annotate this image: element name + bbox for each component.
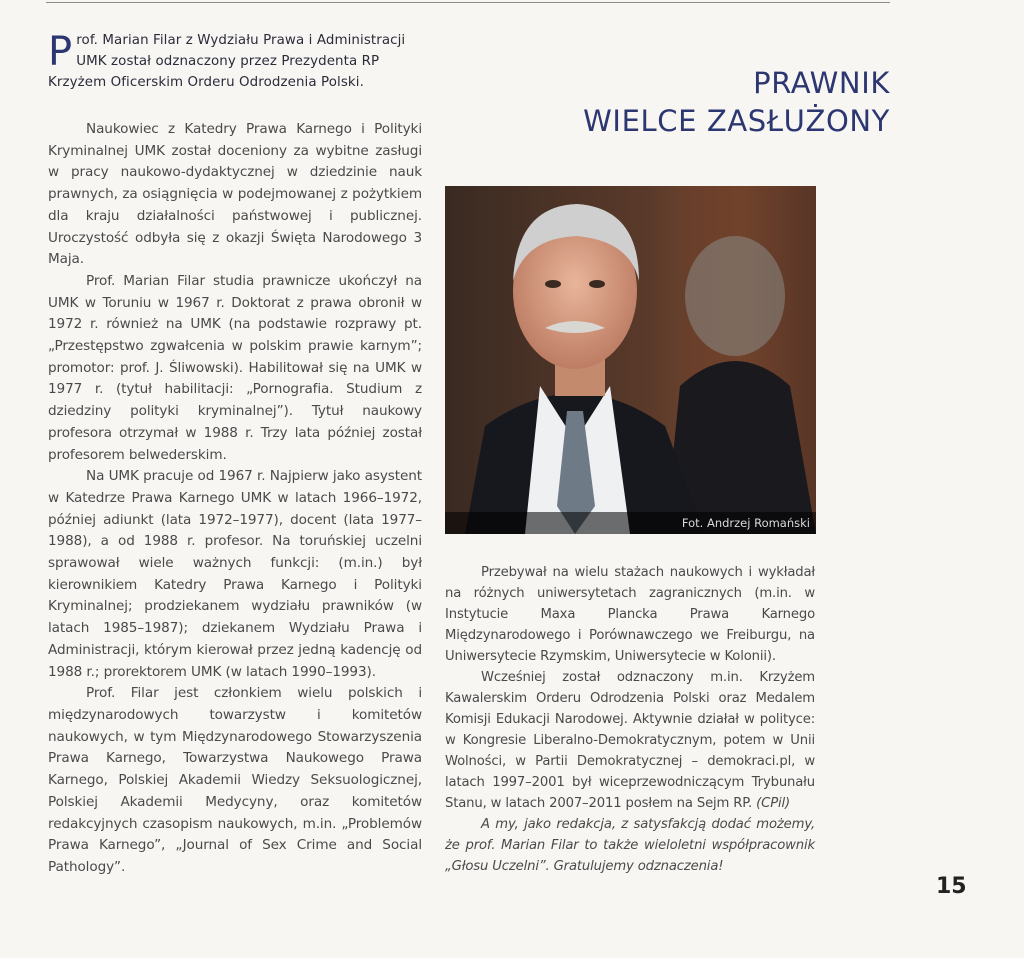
paragraph: Na UMK pracuje od 1967 r. Najpierw jako asystent w Katedrze Prawa Karnego UMK w latach 1966–1972, później adiunkt (lata 1972–1977), docent (lata 1977–1988), a od 1988 r. profesor. Na toruńskiej uczelni sprawował wiele ważnych funkcji: (m.in.) był kierownikiem Katedry Prawa Karnego i Polityki Kryminalnej; prodziekanem wydziału prawników (w latach 1985–1987); dziekanem Wydziału Prawa i Administracji, którym kierował przez jedną kadencję od 1988 r.; prorektorem UMK (w latach 1990–1993). (48, 468, 422, 680)
author-signature: (CPil) (756, 796, 791, 811)
lead-text: rof. Marian Filar z Wydziału Prawa i Administracji UMK został odznaczony przez Prezydenta RP Krzyżem Oficerskim Orderu Odrodzenia Polski. (48, 33, 406, 90)
photo-caption: Fot. Andrzej Romański (445, 512, 816, 534)
title-line: PRAWNIK (753, 66, 890, 100)
paragraph: Prof. Marian Filar studia prawnicze ukończył na UMK w Toruniu w 1967 r. Doktorat z prawa obronił w 1972 r. również na UMK (na podstawie rozprawy pt. „Przestępstwo zgwałcenia w polskim prawie karnym”; promotor: prof. J. Śliwowski). Habilitował się na UMK w 1977 r. (tytuł habilitacji: „Pornografia. Studium z dziedziny polityki kryminalnej”). Tytuł naukowy profesora otrzymał w 1988 r. Trzy lata później został profesorem belwederskim. (48, 272, 422, 463)
portrait-photo (445, 186, 816, 534)
top-rule (46, 2, 890, 3)
article-body-left (48, 119, 422, 879)
paragraph-text: Wcześniej został odznaczony m.in. Krzyżem Kawalerskim Orderu Odrodzenia Polski oraz Medalem Komisji Edukacji Narodowej. Aktywnie działał w polityce: w Kongresie Liberalno-Demokratycznym, potem w Unii Wolności, w Partii Demokratycznej – demokraci.pl, w latach 1997–2001 był wiceprzewodniczącym Trybunału Stanu, w latach 2007–2011 posłem na Sejm RP. (445, 670, 815, 811)
closing-note: A my, jako redakcja, z satysfakcją dodać możemy, że prof. Marian Filar to także wieloletni współpracownik „Głosu Uczelni”. Gratulujemy odznaczenia! (445, 817, 815, 874)
paragraph: Przebywał na wielu stażach naukowych i wykładał na różnych uniwersytetach zagranicznych (m.in. w Instytucie Maxa Plancka Prawa Karnego Międzynarodowego i Porównawczego we Freiburgu, na Uniwersytecie Rzymskim, Uniwersytecie w Kolonii). (445, 565, 815, 664)
drop-cap: P (48, 29, 73, 75)
page-number: 15 (936, 874, 967, 899)
paragraph (445, 667, 815, 814)
article-title (583, 64, 890, 140)
left-column (48, 30, 422, 879)
article-lead (48, 30, 422, 93)
portrait-illustration (445, 186, 816, 534)
title-line: WIELCE ZASŁUŻONY (583, 104, 890, 138)
right-column (445, 562, 815, 877)
paragraph: Naukowiec z Katedry Prawa Karnego i Polityki Kryminalnej UMK został doceniony za wybitne zasługi w pracy naukowo-dydaktycznej w dziedzinie nauk prawnych, za osiągnięcia w podejmowanej z pożytkiem dla kraju działalności państwowej i publicznej. Uroczystość odbyła się z okazji Święta Narodowego 3 Maja. (48, 121, 422, 268)
paragraph: Prof. Filar jest członkiem wielu polskich i międzynarodowych towarzystw i komitetów naukowych, w tym Międzynarodowego Stowarzyszenia Prawa Karnego, Towarzystwa Naukowego Prawa Karnego, Polskiej Akademii Wiedzy Seksuologicznej, Polskiej Akademii Medycyny, oraz komitetów redakcyjnych czasopism naukowych, m.in. „Problemów Prawa Karnego”, „Journal of Sex Crime and Social Pathology”. (48, 685, 422, 875)
